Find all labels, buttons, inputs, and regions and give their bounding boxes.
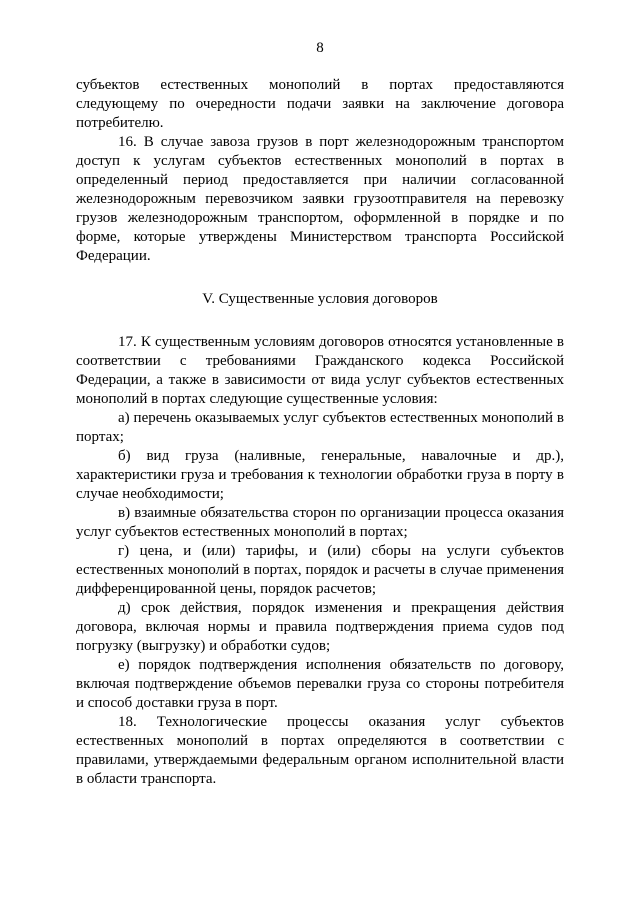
list-item-g: г) цена, и (или) тарифы, и (или) сборы на услуги субъектов естественных монополий в портах, порядок и расчеты в случае применения дифференцированной цены, порядок расчетов; xyxy=(76,543,564,597)
document-body xyxy=(76,76,564,789)
list-item-b: б) вид груза (наливные, генеральные, навалочные и др.), характеристики груза и требования к технологии обработки груза в порту в случае необходимости; xyxy=(76,448,564,502)
paragraph-17: 17. К существенным условиям договоров относятся установленные в соответствии с требованиями Гражданского кодекса Российской Федерации, а также в зависимости от вида услуг субъектов естественных монополий в портах следующие существенные условия: xyxy=(76,334,564,407)
paragraph-18: 18. Технологические процессы оказания услуг субъектов естественных монополий в портах определяются в соответствии с правилами, утверждаемыми федеральным органом исполнительной власти в области транспорта. xyxy=(76,714,564,787)
section-heading: V. Существенные условия договоров xyxy=(202,291,438,307)
paragraph-continuation: субъектов естественных монополий в портах предоставляются следующему по очередности подачи заявки на заключение договора потребителю. xyxy=(76,77,564,131)
list-item-e: е) порядок подтверждения исполнения обязательств по договору, включая подтверждение объемов перевалки груза со стороны потребителя и способ доставки груза в порт. xyxy=(76,657,564,711)
page-number: 8 xyxy=(316,40,324,56)
list-item-d: д) срок действия, порядок изменения и прекращения действия договора, включая нормы и правила подтверждения приема судов под погрузку (выгрузку) и обработки судов; xyxy=(76,600,564,654)
paragraph-16: 16. В случае завоза грузов в порт железнодорожным транспортом доступ к услугам субъектов естественных монополий в портах в определенный период предоставляется при наличии согласованной железнодорожным перевозчиком заявки грузоотправителя на перевозку грузов железнодорожным транспортом, оформленной в порядке и по форме, которые утверждены Министерством транспорта Российской Федерации. xyxy=(76,134,564,264)
list-item-a: а) перечень оказываемых услуг субъектов естественных монополий в портах; xyxy=(76,410,564,445)
list-item-v: в) взаимные обязательства сторон по организации процесса оказания услуг субъектов естественных монополий в портах; xyxy=(76,505,564,540)
